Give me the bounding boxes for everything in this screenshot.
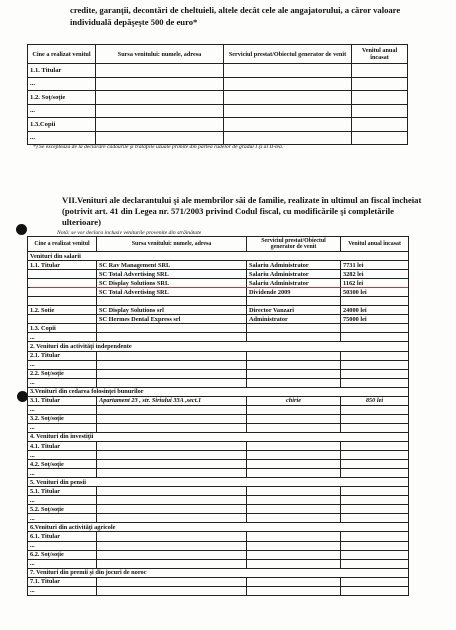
source-cell [97,405,247,414]
owner-cell [28,270,97,279]
service-cell [247,333,341,342]
amount-cell [341,514,409,523]
section-title: VII.Venituri ale declarantului şi ale membrilor săi de familie, realizate în ultimul an fiscal încheiat (potrivit art. 41 din Legea nr. 571/2003 privind Codul fiscal, cu modificările şi completările ulterioare) [62,195,422,227]
service-cell: Salariu Administrator [247,270,341,279]
footnote: *) Se exceptează de la declarare cadourile şi trataţiile uzuale primite din partea rudelor de gradul I şi al II-lea. [33,144,284,150]
amount-cell [341,550,409,559]
service-cell [247,351,341,360]
source-cell [97,297,247,306]
owner-cell [28,288,97,297]
service-cell: Salariu Administrator [247,279,341,288]
service-cell [247,514,341,523]
intro-text: credite, garanţii, decontări de cheltuieli, altele decât cele ale angajatorului, a căror valoare individuală depăşeşte 500 de euro* [70,5,401,27]
service-cell [247,378,341,387]
table-row [28,568,409,577]
header-cell: Cine a realizat venitul [28,237,97,252]
table-row [28,306,409,315]
owner-cell: ... [28,451,97,460]
source-cell: SC Total Advertising SRL [97,288,247,297]
service-cell [247,324,341,333]
owner-cell: ... [28,541,97,550]
owner-cell: 1.1. Titular [28,64,96,78]
source-cell [97,559,247,568]
owner-cell: 2.2. Soţ/soţie [28,369,97,378]
category-cell: 4. Venituri din investiţii [28,432,409,441]
owner-cell: ... [28,514,97,523]
source-cell [97,514,247,523]
header-cell: Serviciul prestat/Obiectul generator de venit [247,237,341,252]
table-row [28,469,409,478]
owner-cell: 1.2. Sotie [28,306,97,315]
amount-cell: 24000 lei [341,306,409,315]
table-row [28,487,409,496]
table-row [28,333,409,342]
table-row [28,432,409,441]
amount-cell [341,460,409,469]
owner-cell: ... [28,469,97,478]
empty-cell [224,104,352,118]
table-row [28,423,409,432]
service-cell: Dividende 2009 [247,288,341,297]
source-cell: Apartament 23 , str. Siriului 33A ,sect.1 [97,396,247,405]
amount-cell [341,369,409,378]
amount-cell [341,423,409,432]
header-cell: Cine a realizat venitul [28,45,96,64]
category-cell: 6.Venituri din activităţi agricole [28,523,409,532]
owner-cell: 2.1. Titular [28,351,97,360]
source-cell [97,441,247,450]
owner-cell: 4.1. Titular [28,441,97,450]
category-cell: Venituri din salarii [28,252,409,261]
table-row [28,505,409,514]
table-row [28,451,409,460]
source-cell: SC Display Solutions SRL [97,279,247,288]
service-cell [247,451,341,460]
table-row [28,261,409,270]
service-cell [247,559,341,568]
service-cell [247,360,341,369]
owner-cell: ... [28,559,97,568]
owner-cell: 1.3. Copii [28,324,97,333]
owner-cell: 1.2. Soţ/soţie [28,91,96,105]
table-row [28,104,408,118]
table-row [28,523,409,532]
empty-cell [96,64,224,78]
source-cell [97,532,247,541]
service-cell [247,469,341,478]
source-cell [97,487,247,496]
service-cell [247,577,341,586]
amount-cell [341,360,409,369]
source-cell: SC Total Advertising SRL [97,270,247,279]
service-cell [247,414,341,423]
owner-cell: ... [28,586,97,595]
amount-cell: 75000 lei [341,315,409,324]
amount-cell [341,586,409,595]
owner-cell: ... [28,360,97,369]
service-cell: Salariu Administrator [247,261,341,270]
empty-cell [224,64,352,78]
amount-cell: 7731 lei [341,261,409,270]
owner-cell: ... [28,77,96,91]
service-cell [247,550,341,559]
table-row [28,460,409,469]
owner-cell: ... [28,131,96,145]
source-cell [97,469,247,478]
table-row [28,369,409,378]
source-cell [97,451,247,460]
source-cell [97,369,247,378]
source-cell [97,586,247,595]
table-row [28,91,408,105]
amount-cell [341,541,409,550]
empty-cell [96,104,224,118]
service-cell [247,487,341,496]
owner-cell: 5.2. Soţ/soţie [28,505,97,514]
amount-cell [341,441,409,450]
gifts-table [27,44,408,145]
owner-cell: ... [28,333,97,342]
source-cell [97,550,247,559]
empty-cell [352,104,408,118]
amount-cell [341,577,409,586]
owner-cell: 4.2. Soţ/soţie [28,460,97,469]
income-table [27,236,409,596]
empty-cell [224,131,352,145]
owner-cell: 3.1. Titular [28,396,97,405]
source-cell [97,324,247,333]
service-cell: Director Vanzari [247,306,341,315]
amount-cell: 3282 lei [341,270,409,279]
owner-cell: 3.2. Soţ/soţie [28,414,97,423]
service-cell [247,441,341,450]
empty-cell [352,118,408,132]
source-cell [97,541,247,550]
header-cell: Sursa venitului: numele, adresa [96,45,224,64]
service-cell [247,297,341,306]
source-cell: SC Display Solutions srl [97,306,247,315]
service-cell [247,369,341,378]
table-row [28,252,409,261]
table-row [28,414,409,423]
source-cell [97,351,247,360]
source-cell [97,505,247,514]
note-text: Notă: se vor declara inclusiv veniturile provenite din străinătate [57,230,202,236]
owner-cell [28,315,97,324]
header-cell: Serviciul prestat/Obiectul generator de venit [224,45,352,64]
service-cell [247,460,341,469]
empty-cell [352,77,408,91]
table-row [28,324,409,333]
owner-cell: ... [28,405,97,414]
empty-cell [96,131,224,145]
header-cell: Sursa venitului: numele, adresa [97,237,247,252]
category-cell: 3.Venituri din cedarea folosinţei bunurilor [28,387,409,396]
table-row [28,342,409,351]
source-cell [97,378,247,387]
amount-cell [341,487,409,496]
source-cell: SC Hermes Dental Express srl [97,315,247,324]
owner-cell: ... [28,378,97,387]
table-row [28,297,409,306]
income-table-header [28,237,409,252]
source-cell [97,460,247,469]
table-row [28,378,409,387]
service-cell [247,496,341,505]
amount-cell [341,405,409,414]
table-row [28,77,408,91]
table-row [28,550,409,559]
amount-cell [341,559,409,568]
category-cell: 7. Venituri din premii şi din jocuri de noroc [28,568,409,577]
table-row [28,351,409,360]
amount-cell [341,333,409,342]
category-cell: 5. Venituri din pensii [28,478,409,487]
amount-cell [341,378,409,387]
source-cell [97,496,247,505]
empty-cell [352,91,408,105]
amount-cell: 850 lei [341,396,409,405]
table-row [28,131,408,145]
service-cell [247,405,341,414]
owner-cell: 1.1. Titular [28,261,97,270]
table-row [28,270,409,279]
empty-cell [96,118,224,132]
service-cell [247,532,341,541]
owner-cell: ... [28,496,97,505]
amount-cell [341,451,409,460]
table-row [28,496,409,505]
table-row [28,64,408,78]
header-cell: Venitul anual încasat [341,237,409,252]
amount-cell [341,469,409,478]
gifts-table-body [28,64,408,145]
source-cell: SC Rav Management SRL [97,261,247,270]
owner-cell: 5.1. Titular [28,487,97,496]
source-cell [97,577,247,586]
empty-cell [352,131,408,145]
empty-cell [96,91,224,105]
amount-cell [341,532,409,541]
amount-cell: 50300 lei [341,288,409,297]
owner-cell [28,297,97,306]
owner-cell: 7.1. Titular [28,577,97,586]
table-row [28,396,409,405]
source-cell [97,423,247,432]
amount-cell [341,414,409,423]
empty-cell [224,77,352,91]
source-cell [97,414,247,423]
income-table-body [28,252,409,596]
amount-cell [341,324,409,333]
empty-cell [352,64,408,78]
amount-cell [341,351,409,360]
amount-cell: 1162 lei [341,279,409,288]
amount-cell [341,297,409,306]
table-row [28,360,409,369]
owner-cell: ... [28,423,97,432]
source-cell [97,360,247,369]
service-cell: chirie [247,396,341,405]
service-cell: Administrator [247,315,341,324]
table-row [28,405,409,414]
owner-cell: 6.1. Titular [28,532,97,541]
amount-cell [341,505,409,514]
table-row [28,387,409,396]
empty-cell [224,91,352,105]
header-cell: Venitul anual încasat [352,45,408,64]
owner-cell: 6.2. Soţ/soţie [28,550,97,559]
table-row [28,559,409,568]
table-row [28,577,409,586]
table-row [28,541,409,550]
gifts-table-header [28,45,408,64]
punch-hole-top [16,224,27,235]
empty-cell [224,118,352,132]
table-row [28,441,409,450]
category-cell: 2. Venituri din activităţi independente [28,342,409,351]
table-row [28,532,409,541]
service-cell [247,541,341,550]
empty-cell [96,77,224,91]
table-row [28,288,409,297]
owner-cell: ... [28,104,96,118]
table-row [28,118,408,132]
table-row [28,478,409,487]
service-cell [247,423,341,432]
red-underline [30,287,408,288]
service-cell [247,586,341,595]
source-cell [97,333,247,342]
owner-cell: 1.3.Copii [28,118,96,132]
table-row [28,514,409,523]
table-row [28,586,409,595]
table-row [28,315,409,324]
amount-cell [341,496,409,505]
service-cell [247,505,341,514]
